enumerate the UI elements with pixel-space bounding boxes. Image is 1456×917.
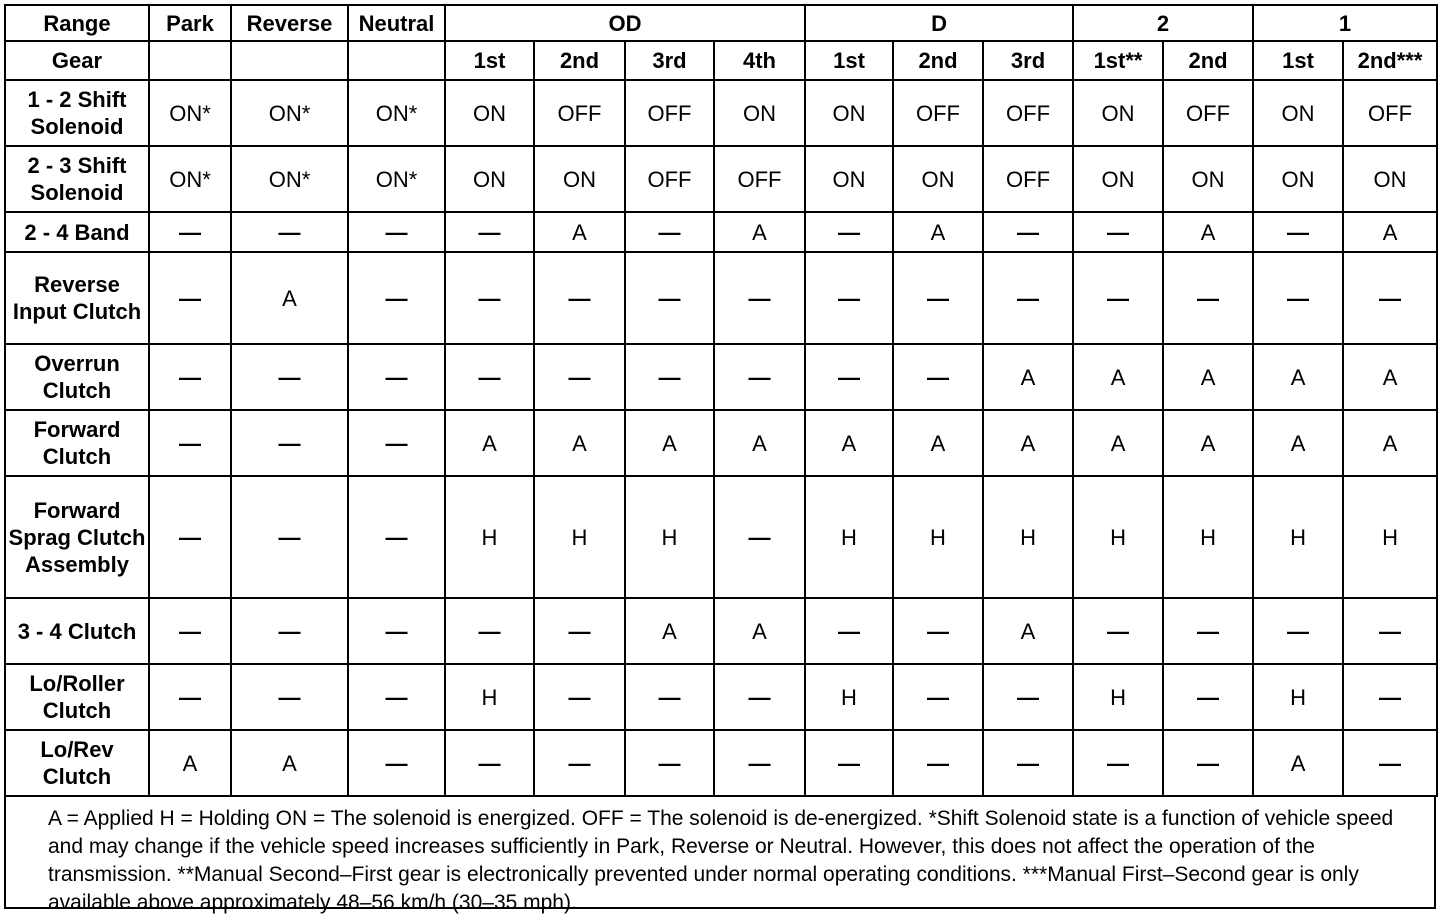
component-label: Lo/Rev Clutch — [5, 730, 149, 796]
state-cell: H — [1073, 664, 1163, 730]
state-cell: H — [625, 476, 714, 598]
state-cell: — — [445, 212, 534, 252]
state-cell: — — [625, 344, 714, 410]
state-cell: — — [805, 252, 893, 344]
state-cell: — — [1073, 212, 1163, 252]
gear-header-cell — [348, 41, 445, 80]
state-cell: — — [348, 344, 445, 410]
state-cell: — — [348, 252, 445, 344]
gear-header-cell: 1st** — [1073, 41, 1163, 80]
state-cell: — — [1163, 252, 1253, 344]
state-cell: — — [149, 344, 231, 410]
state-cell: H — [805, 664, 893, 730]
gear-header-cell: 2nd*** — [1343, 41, 1437, 80]
state-cell: — — [714, 252, 805, 344]
state-cell: — — [445, 344, 534, 410]
state-cell: — — [149, 664, 231, 730]
state-cell: — — [983, 252, 1073, 344]
state-cell: H — [1073, 476, 1163, 598]
state-cell: — — [534, 730, 625, 796]
component-label: Reverse Input Clutch — [5, 252, 149, 344]
state-cell: — — [1253, 252, 1343, 344]
state-cell: ON — [445, 146, 534, 212]
state-cell: — — [231, 476, 348, 598]
state-cell: ON — [1073, 146, 1163, 212]
state-cell: — — [1073, 252, 1163, 344]
state-cell: ON — [1343, 146, 1437, 212]
state-cell: OFF — [534, 80, 625, 146]
state-cell: A — [714, 212, 805, 252]
state-cell: — — [1343, 664, 1437, 730]
state-cell: — — [893, 730, 983, 796]
state-cell: A — [714, 410, 805, 476]
state-cell: A — [534, 410, 625, 476]
state-cell: A — [805, 410, 893, 476]
state-cell: — — [1073, 730, 1163, 796]
state-cell: ON — [1253, 80, 1343, 146]
shift-chart-document — [4, 4, 1436, 914]
state-cell: — — [1253, 212, 1343, 252]
state-cell: — — [893, 598, 983, 664]
table-row — [5, 212, 1437, 252]
table-row — [5, 80, 1437, 146]
state-cell: — — [348, 664, 445, 730]
gear-header-cell: 1st — [445, 41, 534, 80]
table-row — [5, 476, 1437, 598]
state-cell: A — [983, 344, 1073, 410]
state-cell: A — [1163, 410, 1253, 476]
range-header-row — [5, 5, 1437, 41]
state-cell: A — [1073, 410, 1163, 476]
state-cell: A — [893, 212, 983, 252]
state-cell: A — [149, 730, 231, 796]
component-label: 1 - 2 Shift Solenoid — [5, 80, 149, 146]
state-cell: — — [231, 410, 348, 476]
legend-footnote — [4, 797, 1436, 914]
state-cell: ON — [714, 80, 805, 146]
state-cell: A — [231, 730, 348, 796]
range-header-cell: OD — [445, 5, 805, 41]
table-row — [5, 344, 1437, 410]
state-cell: A — [625, 598, 714, 664]
gear-header-cell: 2nd — [1163, 41, 1253, 80]
gear-header-cell: 3rd — [625, 41, 714, 80]
state-cell: — — [805, 344, 893, 410]
state-cell: — — [625, 664, 714, 730]
state-cell: — — [1163, 730, 1253, 796]
state-cell: A — [445, 410, 534, 476]
gear-header-cell: 3rd — [983, 41, 1073, 80]
state-cell: ON* — [149, 146, 231, 212]
state-cell: OFF — [714, 146, 805, 212]
state-cell: ON — [805, 80, 893, 146]
gear-header-cell: 1st — [805, 41, 893, 80]
state-cell: H — [1343, 476, 1437, 598]
state-cell: — — [534, 252, 625, 344]
state-cell: — — [445, 252, 534, 344]
state-cell: — — [714, 344, 805, 410]
state-cell: — — [348, 730, 445, 796]
table-row — [5, 410, 1437, 476]
component-label: 3 - 4 Clutch — [5, 598, 149, 664]
state-cell: — — [805, 212, 893, 252]
gear-header-cell — [231, 41, 348, 80]
state-cell: A — [231, 252, 348, 344]
gear-header-cell: 4th — [714, 41, 805, 80]
state-cell: — — [714, 730, 805, 796]
footnote-text: A = Applied H = Holding ON = The solenoid is energized. OFF = The solenoid is de-energized. *Shift Solenoid state is a function of vehicle speed and may change if the vehicle speed increases sufficiently in Park, Reverse or Neutral. However, this does not affect the operation of the transmission. **Manual Second–First gear is electronically prevented under normal operating conditions. ***Manual First–Second gear is only available above approximately 48–56 km/h (30–35 mph). — [48, 807, 1394, 914]
component-label: Lo/Roller Clutch — [5, 664, 149, 730]
state-cell: A — [983, 598, 1073, 664]
state-cell: A — [1253, 344, 1343, 410]
state-cell: ON — [893, 146, 983, 212]
shift-chart-table — [4, 4, 1438, 797]
state-cell: A — [1253, 410, 1343, 476]
state-cell: — — [983, 730, 1073, 796]
table-row — [5, 664, 1437, 730]
range-header-cell: D — [805, 5, 1073, 41]
state-cell: A — [983, 410, 1073, 476]
state-cell: OFF — [1163, 80, 1253, 146]
range-header-cell: Neutral — [348, 5, 445, 41]
table-row — [5, 598, 1437, 664]
state-cell: ON — [534, 146, 625, 212]
state-cell: — — [534, 664, 625, 730]
state-cell: — — [348, 598, 445, 664]
state-cell: A — [625, 410, 714, 476]
state-cell: — — [983, 212, 1073, 252]
state-cell: ON* — [348, 146, 445, 212]
state-cell: H — [1163, 476, 1253, 598]
state-cell: — — [983, 664, 1073, 730]
state-cell: — — [149, 410, 231, 476]
state-cell: — — [231, 212, 348, 252]
state-cell: — — [1073, 598, 1163, 664]
gear-header-cell — [149, 41, 231, 80]
state-cell: H — [983, 476, 1073, 598]
state-cell: H — [445, 476, 534, 598]
component-label: 2 - 3 Shift Solenoid — [5, 146, 149, 212]
state-cell: — — [231, 598, 348, 664]
table-row — [5, 252, 1437, 344]
range-header-cell: Park — [149, 5, 231, 41]
state-cell: A — [893, 410, 983, 476]
state-cell: — — [625, 730, 714, 796]
state-cell: OFF — [625, 146, 714, 212]
state-cell: — — [625, 252, 714, 344]
component-label: Overrun Clutch — [5, 344, 149, 410]
table-row — [5, 730, 1437, 796]
gear-label: Gear — [5, 41, 149, 80]
state-cell: H — [1253, 476, 1343, 598]
state-cell: A — [534, 212, 625, 252]
state-cell: — — [231, 344, 348, 410]
state-cell: ON — [445, 80, 534, 146]
state-cell: — — [714, 476, 805, 598]
state-cell: — — [893, 664, 983, 730]
gear-header-cell: 2nd — [534, 41, 625, 80]
state-cell: OFF — [983, 80, 1073, 146]
state-cell: — — [1343, 252, 1437, 344]
component-label: 2 - 4 Band — [5, 212, 149, 252]
component-label: Forward Clutch — [5, 410, 149, 476]
state-cell: — — [1163, 664, 1253, 730]
state-cell: — — [805, 598, 893, 664]
component-label: Forward Sprag Clutch Assembly — [5, 476, 149, 598]
gear-header-row — [5, 41, 1437, 80]
state-cell: — — [348, 476, 445, 598]
state-cell: OFF — [1343, 80, 1437, 146]
state-cell: ON — [1163, 146, 1253, 212]
state-cell: — — [1343, 598, 1437, 664]
state-cell: H — [1253, 664, 1343, 730]
state-cell: A — [1163, 212, 1253, 252]
state-cell: H — [893, 476, 983, 598]
state-cell: H — [534, 476, 625, 598]
state-cell: — — [625, 212, 714, 252]
state-cell: ON* — [231, 80, 348, 146]
state-cell: OFF — [893, 80, 983, 146]
state-cell: ON* — [231, 146, 348, 212]
state-cell: — — [1163, 598, 1253, 664]
state-cell: — — [893, 344, 983, 410]
state-cell: A — [1343, 212, 1437, 252]
state-cell: — — [534, 344, 625, 410]
state-cell: ON — [1253, 146, 1343, 212]
gear-header-cell: 1st — [1253, 41, 1343, 80]
state-cell: — — [149, 252, 231, 344]
range-header-cell: Reverse — [231, 5, 348, 41]
state-cell: A — [1343, 410, 1437, 476]
state-cell: A — [1163, 344, 1253, 410]
state-cell: — — [1253, 598, 1343, 664]
state-cell: A — [1073, 344, 1163, 410]
state-cell: — — [348, 212, 445, 252]
state-cell: — — [534, 598, 625, 664]
state-cell: — — [231, 664, 348, 730]
state-cell: OFF — [625, 80, 714, 146]
state-cell: A — [714, 598, 805, 664]
state-cell: A — [1253, 730, 1343, 796]
range-header-cell: 1 — [1253, 5, 1437, 41]
state-cell: — — [348, 410, 445, 476]
state-cell: — — [714, 664, 805, 730]
state-cell: A — [1343, 344, 1437, 410]
state-cell: — — [149, 598, 231, 664]
state-cell: OFF — [983, 146, 1073, 212]
state-cell: — — [893, 252, 983, 344]
range-header-cell: 2 — [1073, 5, 1253, 41]
state-cell: ON — [1073, 80, 1163, 146]
state-cell: H — [445, 664, 534, 730]
state-cell: — — [149, 476, 231, 598]
range-label: Range — [5, 5, 149, 41]
state-cell: — — [805, 730, 893, 796]
gear-header-cell: 2nd — [893, 41, 983, 80]
state-cell: ON* — [348, 80, 445, 146]
state-cell: — — [1343, 730, 1437, 796]
state-cell: ON — [805, 146, 893, 212]
state-cell: — — [445, 598, 534, 664]
state-cell: — — [149, 212, 231, 252]
state-cell: ON* — [149, 80, 231, 146]
table-row — [5, 146, 1437, 212]
state-cell: H — [805, 476, 893, 598]
state-cell: — — [445, 730, 534, 796]
